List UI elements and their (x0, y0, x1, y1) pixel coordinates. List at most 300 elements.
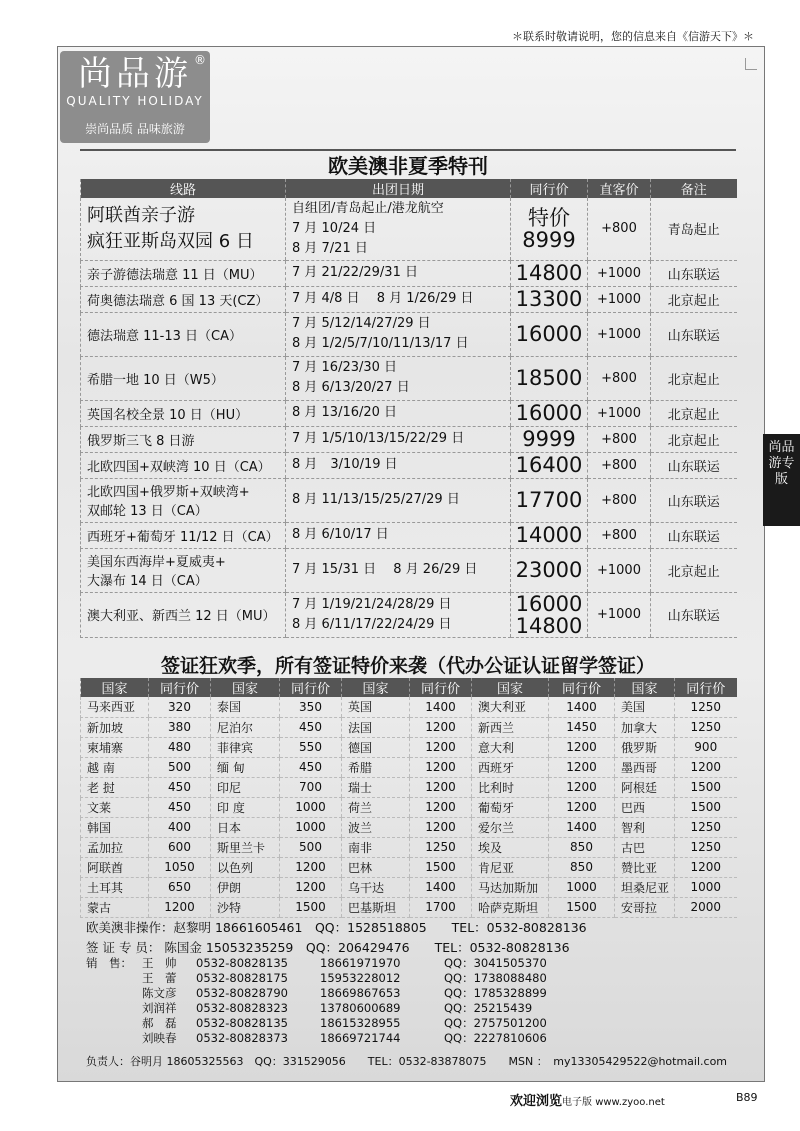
visa-price-table (80, 678, 737, 918)
tour-note: 北京起止 (651, 356, 737, 400)
visa-price: 1000 (280, 797, 342, 817)
visa-header-cell: 国家 (472, 678, 549, 697)
tour-direct-price: +1000 (588, 260, 651, 286)
visa-country: 土耳其 (81, 877, 149, 897)
sales-label (86, 1031, 142, 1046)
tour-note: 北京起止 (651, 426, 737, 452)
sales-cell: QQ：25215439 (444, 1001, 533, 1015)
visa-row (81, 877, 737, 897)
visa-price: 1400 (549, 697, 615, 717)
date-line: 7 月 1/5/10/13/15/22/29 日 (292, 431, 465, 446)
visa-country: 阿根廷 (615, 777, 675, 797)
visa-country: 英国 (342, 697, 410, 717)
route-line: 北欧四国+俄罗斯+双峡湾+ (87, 485, 250, 500)
tour-dates (286, 312, 511, 356)
tour-note: 山东联运 (651, 478, 737, 522)
visa-country: 柬埔寨 (81, 737, 149, 757)
sales-label (86, 1016, 142, 1031)
visa-row (81, 757, 737, 777)
visa-price: 1000 (675, 877, 737, 897)
sales-cell: QQ：2227810606 (444, 1031, 547, 1045)
visa-country: 韩国 (81, 817, 149, 837)
registered-mark: ® (194, 53, 206, 67)
visa-row (81, 697, 737, 717)
visa-price: 1200 (549, 757, 615, 777)
visa-price: 1500 (675, 777, 737, 797)
tour-price (511, 260, 588, 286)
sales-cell: QQ：1738088480 (444, 971, 547, 985)
route-line: 双邮轮 13 日（CA） (87, 504, 208, 519)
tour-note: 山东联运 (651, 522, 737, 548)
visa-country: 尼泊尔 (211, 717, 280, 737)
tour-direct-price: +1000 (588, 400, 651, 426)
visa-header-cell: 同行价 (410, 678, 472, 697)
visa-country: 巴西 (615, 797, 675, 817)
visa-country: 波兰 (342, 817, 410, 837)
visa-country: 印尼 (211, 777, 280, 797)
visa-price: 1200 (549, 777, 615, 797)
visa-country: 缅 甸 (211, 757, 280, 777)
tour-note: 青岛起止 (651, 198, 737, 260)
visa-row (81, 817, 737, 837)
date-line: 7 月 4/8 日 8 月 1/26/29 日 (292, 291, 474, 306)
visa-price: 500 (149, 757, 211, 777)
date-line: 7 月 5/12/14/27/29 日 (292, 316, 431, 331)
sales-row (86, 1001, 584, 1016)
tour-price (511, 548, 588, 592)
visa-country: 孟加拉 (81, 837, 149, 857)
route-line: 澳大利亚、新西兰 12 日（MU） (87, 609, 276, 624)
visa-price: 1200 (549, 797, 615, 817)
tour-price (511, 592, 588, 637)
visa-country: 肯尼亚 (472, 857, 549, 877)
tour-route (81, 452, 286, 478)
tour-dates (286, 260, 511, 286)
tour-header-row (81, 179, 737, 198)
visa-country: 瑞士 (342, 777, 410, 797)
sales-row (86, 1031, 584, 1046)
tour-row (81, 452, 737, 478)
tour-row (81, 400, 737, 426)
visa-country: 马达加斯加 (472, 877, 549, 897)
visa-country: 美国 (615, 697, 675, 717)
visa-country: 沙特 (211, 897, 280, 917)
date-line: 8 月 6/10/17 日 (292, 527, 389, 542)
price-value: 18500 (515, 366, 583, 390)
sales-cell: QQ：2757501200 (444, 1016, 547, 1030)
visa-price: 1400 (410, 697, 472, 717)
tour-route (81, 286, 286, 312)
tour-note: 山东联运 (651, 592, 737, 637)
tour-note: 北京起止 (651, 400, 737, 426)
tour-direct-price: +1000 (588, 312, 651, 356)
visa-price: 550 (280, 737, 342, 757)
tour-price (511, 356, 588, 400)
visa-country: 巴基斯坦 (342, 897, 410, 917)
sales-row (86, 1016, 584, 1031)
visa-country: 日本 (211, 817, 280, 837)
visa-row (81, 797, 737, 817)
visa-price: 900 (675, 737, 737, 757)
visa-header-cell: 同行价 (675, 678, 737, 697)
visa-price: 1200 (675, 857, 737, 877)
visa-country: 比利时 (472, 777, 549, 797)
visa-country: 伊朗 (211, 877, 280, 897)
tour-dates (286, 198, 511, 260)
logo-slogan: 崇尚品质 品味旅游 (85, 122, 185, 136)
tour-price (511, 478, 588, 522)
sales-cell: 18661971970 (320, 956, 401, 970)
visa-country: 新西兰 (472, 717, 549, 737)
visa-country: 越 南 (81, 757, 149, 777)
tour-dates (286, 400, 511, 426)
visa-row (81, 837, 737, 857)
visa-price: 600 (149, 837, 211, 857)
tour-dates (286, 426, 511, 452)
date-line: 7 月 16/23/30 日 (292, 360, 398, 375)
tour-header-cell: 出团日期 (286, 179, 511, 198)
visa-country: 赞比亚 (615, 857, 675, 877)
date-line: 7 月 21/22/29/31 日 (292, 265, 418, 280)
visa-price: 1200 (280, 857, 342, 877)
tour-price (511, 400, 588, 426)
tour-dates (286, 356, 511, 400)
logo-english: QUALITY HOLIDAY (66, 94, 204, 108)
visa-country: 加拿大 (615, 717, 675, 737)
route-line: 疯狂亚斯岛双园 6 日 (87, 230, 254, 252)
visa-price: 1700 (410, 897, 472, 917)
visa-price: 1500 (410, 857, 472, 877)
visa-country: 马来西亚 (81, 697, 149, 717)
tour-direct-price: +1000 (588, 592, 651, 637)
visa-title: 签证狂欢季，所有签证特价来袭（代办公证认证留学签证） (160, 655, 655, 677)
contact-operator: 欧美澳非操作：赵黎明 18661605461 QQ：1528518805 TEL：0532-80828136 (86, 920, 587, 935)
visa-country: 澳大利亚 (472, 697, 549, 717)
visa-row (81, 777, 737, 797)
visa-price: 1200 (549, 737, 615, 757)
tour-note: 山东联运 (651, 260, 737, 286)
tour-route (81, 478, 286, 522)
tour-note: 山东联运 (651, 452, 737, 478)
tour-price (511, 426, 588, 452)
route-line: 荷奥德法瑞意 6 国 13 天(CZ） (87, 293, 269, 309)
date-line: 8 月 1/2/5/7/10/11/13/17 日 (292, 336, 469, 351)
sales-cell: 0532-80828790 (196, 986, 288, 1000)
visa-price: 450 (149, 797, 211, 817)
date-line: 8 月 7/21 日 (292, 240, 368, 256)
price-value: 特价 (528, 205, 570, 230)
visa-country: 意大利 (472, 737, 549, 757)
visa-price: 1200 (149, 897, 211, 917)
visa-price: 1500 (280, 897, 342, 917)
visa-price: 1200 (280, 877, 342, 897)
visa-price: 1400 (410, 877, 472, 897)
tour-direct-price: +800 (588, 478, 651, 522)
visa-price: 650 (149, 877, 211, 897)
sales-cell: 0532-80828135 (196, 1016, 288, 1030)
tour-dates (286, 478, 511, 522)
tour-dates (286, 548, 511, 592)
visa-country: 斯里兰卡 (211, 837, 280, 857)
tour-row (81, 478, 737, 522)
visa-price: 1000 (280, 817, 342, 837)
sales-contacts (86, 956, 584, 1046)
tour-price (511, 452, 588, 478)
sales-cell: 0532-80828175 (196, 971, 288, 985)
visa-country: 菲律宾 (211, 737, 280, 757)
visa-price: 450 (149, 777, 211, 797)
price-value: 13300 (515, 287, 583, 311)
tour-price (511, 312, 588, 356)
visa-price: 1500 (549, 897, 615, 917)
visa-country: 巴林 (342, 857, 410, 877)
visa-country: 新加坡 (81, 717, 149, 737)
tour-dates (286, 592, 511, 637)
tour-row (81, 198, 737, 260)
tour-price-table (80, 179, 737, 638)
tour-direct-price: +1000 (588, 286, 651, 312)
route-line: 阿联酋亲子游 (87, 204, 195, 226)
sales-cell: 刘映春 (142, 1031, 177, 1045)
visa-price: 1200 (410, 737, 472, 757)
tour-direct-price: +1000 (588, 548, 651, 592)
tour-note: 山东联运 (651, 312, 737, 356)
visa-price: 850 (549, 857, 615, 877)
tour-price (511, 198, 588, 260)
price-value: 16400 (515, 453, 583, 477)
visa-price: 450 (280, 717, 342, 737)
sales-label: 销 售： (86, 956, 132, 970)
sales-cell: 刘润祥 (142, 1001, 177, 1015)
sales-row (86, 986, 584, 1001)
tour-direct-price: +800 (588, 452, 651, 478)
tour-dates (286, 522, 511, 548)
sales-row (86, 956, 584, 971)
tour-row (81, 286, 737, 312)
date-line: 7 月 15/31 日 8 月 26/29 日 (292, 562, 478, 577)
bottom-banner (510, 1090, 665, 1109)
date-line: 8 月 6/11/17/22/24/29 日 (292, 616, 452, 632)
price-value: 17700 (515, 488, 583, 512)
tour-note: 北京起止 (651, 548, 737, 592)
visa-price: 1250 (410, 837, 472, 857)
tour-direct-price: +800 (588, 522, 651, 548)
tour-direct-price: +800 (588, 198, 651, 260)
tour-route (81, 522, 286, 548)
tour-route (81, 260, 286, 286)
price-value: 16000 (515, 591, 583, 616)
visa-price: 1200 (410, 777, 472, 797)
welcome-text: 欢迎浏览 (510, 1094, 563, 1109)
visa-country: 蒙古 (81, 897, 149, 917)
visa-country: 西班牙 (472, 757, 549, 777)
manager-line: 负责人：谷明月 18605325563 QQ：331529056 TEL：0532-83878075 MSN ： my13305429522@hotmail.com (86, 1055, 728, 1068)
tour-header-cell: 备注 (651, 179, 737, 198)
visa-row (81, 737, 737, 757)
price-value: 14800 (515, 261, 583, 285)
visa-country: 墨西哥 (615, 757, 675, 777)
tour-price (511, 286, 588, 312)
tour-direct-price: +800 (588, 356, 651, 400)
price-value: 23000 (515, 558, 583, 582)
price-value: 14000 (515, 523, 583, 547)
visa-country: 泰国 (211, 697, 280, 717)
tour-route (81, 356, 286, 400)
corner-mark (745, 58, 757, 70)
sales-cell: 0532-80828373 (196, 1031, 288, 1045)
date-line: 8 月 6/13/20/27 日 (292, 380, 410, 395)
visa-price: 400 (149, 817, 211, 837)
sales-label (86, 986, 142, 1001)
visa-price: 450 (280, 757, 342, 777)
price-value: 14800 (515, 613, 583, 638)
sales-label (86, 971, 142, 986)
visa-price: 1450 (549, 717, 615, 737)
sales-cell: 18669721744 (320, 1031, 401, 1045)
website-text: 电子版 www.zyoo.net (562, 1097, 665, 1108)
visa-price: 1400 (549, 817, 615, 837)
brand-logo (60, 51, 210, 143)
sales-row (86, 971, 584, 986)
tour-route (81, 198, 286, 260)
tour-row (81, 522, 737, 548)
visa-header-cell: 国家 (615, 678, 675, 697)
visa-price: 1200 (410, 717, 472, 737)
price-value: 16000 (515, 401, 583, 425)
date-line: 7 月 1/19/21/24/28/29 日 (292, 596, 452, 612)
visa-header-cell: 同行价 (280, 678, 342, 697)
tour-route (81, 400, 286, 426)
tour-header-cell: 同行价 (511, 179, 588, 198)
visa-price: 1000 (549, 877, 615, 897)
date-line: 8 月 13/16/20 日 (292, 405, 398, 420)
visa-price: 1200 (675, 757, 737, 777)
visa-country: 古巴 (615, 837, 675, 857)
visa-country: 坦桑尼亚 (615, 877, 675, 897)
visa-price: 1500 (675, 797, 737, 817)
visa-price: 1200 (410, 797, 472, 817)
visa-country: 阿联酋 (81, 857, 149, 877)
tour-row (81, 548, 737, 592)
visa-country: 印 度 (211, 797, 280, 817)
visa-price: 350 (280, 697, 342, 717)
visa-country: 哈萨克斯坦 (472, 897, 549, 917)
visa-country: 乌干达 (342, 877, 410, 897)
tour-row (81, 312, 737, 356)
sales-cell: 0532-80828135 (196, 956, 288, 970)
route-line: 西班牙+葡萄牙 11/12 日（CA） (87, 529, 279, 545)
visa-price: 500 (280, 837, 342, 857)
route-line: 英国名校全景 10 日（HU） (87, 407, 249, 423)
sales-cell: 王 蕾 (142, 971, 177, 985)
visa-country: 埃及 (472, 837, 549, 857)
price-value: 8999 (522, 227, 576, 252)
logo-chinese: 尚品游 (78, 54, 192, 94)
tour-row (81, 260, 737, 286)
source-note: ＊联系时敬请说明，您的信息来自《信游天下》＊ (512, 30, 754, 43)
visa-row (81, 717, 737, 737)
visa-country: 葡萄牙 (472, 797, 549, 817)
tour-dates (286, 286, 511, 312)
visa-country: 以色列 (211, 857, 280, 877)
visa-price: 1200 (410, 817, 472, 837)
tour-direct-price: +800 (588, 426, 651, 452)
tour-row (81, 356, 737, 400)
visa-country: 老 挝 (81, 777, 149, 797)
visa-country: 德国 (342, 737, 410, 757)
visa-header-cell: 国家 (81, 678, 149, 697)
tour-row (81, 592, 737, 637)
sales-cell: 13780600689 (320, 1001, 401, 1015)
visa-price: 1250 (675, 817, 737, 837)
visa-price: 1250 (675, 717, 737, 737)
visa-country: 南非 (342, 837, 410, 857)
visa-price: 850 (549, 837, 615, 857)
tour-row (81, 426, 737, 452)
contacts-block (86, 918, 587, 958)
visa-row (81, 897, 737, 917)
sales-cell: QQ：3041505370 (444, 956, 547, 970)
visa-country: 俄罗斯 (615, 737, 675, 757)
sales-cell: QQ：1785328899 (444, 986, 547, 1000)
visa-header-cell: 同行价 (549, 678, 615, 697)
sales-cell: 0532-80828323 (196, 1001, 288, 1015)
tour-dates (286, 452, 511, 478)
route-line: 俄罗斯三飞 8 日游 (87, 433, 195, 449)
visa-country: 安哥拉 (615, 897, 675, 917)
tour-header-cell: 直客价 (588, 179, 651, 198)
visa-header-cell: 国家 (211, 678, 280, 697)
visa-price: 700 (280, 777, 342, 797)
tour-route (81, 312, 286, 356)
contact-visa: 签 证 专 员： 陈国金 15053235259 QQ：206429476 TEL：0532-80828136 (86, 940, 570, 955)
route-line: 希腊一地 10 日（W5） (87, 372, 224, 388)
tour-header-cell: 线路 (81, 179, 286, 198)
visa-price: 320 (149, 697, 211, 717)
visa-row (81, 857, 737, 877)
visa-header-cell: 国家 (342, 678, 410, 697)
visa-country: 希腊 (342, 757, 410, 777)
visa-price: 1250 (675, 837, 737, 857)
price-value: 16000 (515, 322, 583, 346)
visa-country: 爱尔兰 (472, 817, 549, 837)
date-line: 8 月 11/13/15/25/27/29 日 (292, 492, 460, 507)
sales-cell: 郝 磊 (142, 1016, 177, 1030)
sales-cell: 陈文彦 (142, 986, 177, 1000)
visa-price: 480 (149, 737, 211, 757)
visa-price: 380 (149, 717, 211, 737)
tour-route (81, 592, 286, 637)
sales-label (86, 1001, 142, 1016)
visa-country: 文莱 (81, 797, 149, 817)
sales-cell: 15953228012 (320, 971, 401, 985)
tour-route (81, 426, 286, 452)
tour-route (81, 548, 286, 592)
route-line: 美国东西海岸+夏威夷+ (87, 555, 226, 570)
visa-price: 1250 (675, 697, 737, 717)
sales-cell: 18615328955 (320, 1016, 401, 1030)
tour-note: 北京起止 (651, 286, 737, 312)
tour-price (511, 522, 588, 548)
date-line: 7 月 10/24 日 (292, 220, 377, 236)
visa-header-cell: 同行价 (149, 678, 211, 697)
date-line: 8 月 3/10/19 日 (292, 457, 398, 472)
date-line: 自组团/青岛起止/港龙航空 (292, 200, 444, 216)
route-line: 德法瑞意 11-13 日（CA） (87, 328, 243, 344)
visa-country: 荷兰 (342, 797, 410, 817)
page-title: 欧美澳非夏季特刊 (80, 149, 736, 180)
visa-country: 法国 (342, 717, 410, 737)
